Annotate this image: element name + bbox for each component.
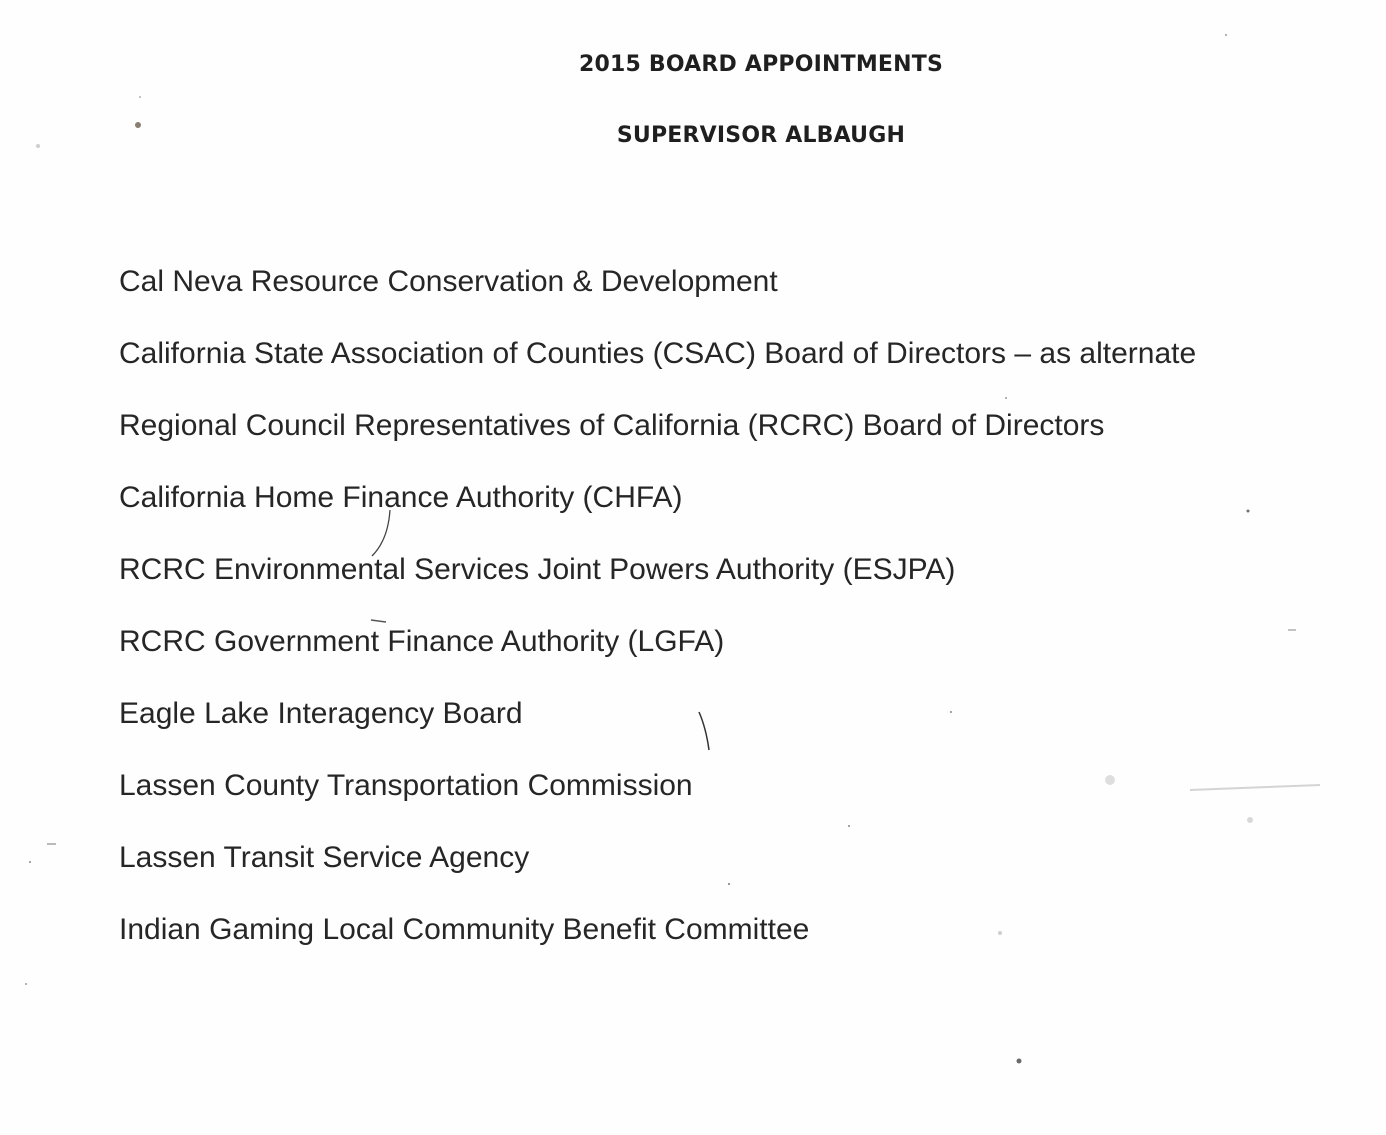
appointment-item: Cal Neva Resource Conservation & Development: [119, 265, 778, 298]
document-title: 2015 BOARD APPOINTMENTS: [578, 52, 944, 77]
appointment-item: Lassen County Transportation Commission: [119, 769, 693, 802]
appointment-item: Indian Gaming Local Community Benefit Committee: [119, 913, 810, 946]
appointments-list: [119, 262, 1196, 982]
appointment-item: California State Association of Counties (CSAC) Board of Directors – as alternate: [119, 337, 1197, 370]
appointment-item: RCRC Government Finance Authority (LGFA): [119, 625, 725, 658]
appointment-item: Eagle Lake Interagency Board: [119, 697, 523, 730]
appointment-item: California Home Finance Authority (CHFA): [119, 481, 683, 514]
appointment-item: RCRC Environmental Services Joint Powers Authority (ESJPA): [119, 553, 956, 586]
document-subtitle: SUPERVISOR ALBAUGH: [616, 123, 906, 148]
appointment-item: Lassen Transit Service Agency: [119, 841, 530, 874]
appointment-item: Regional Council Representatives of California (RCRC) Board of Directors: [119, 409, 1105, 442]
